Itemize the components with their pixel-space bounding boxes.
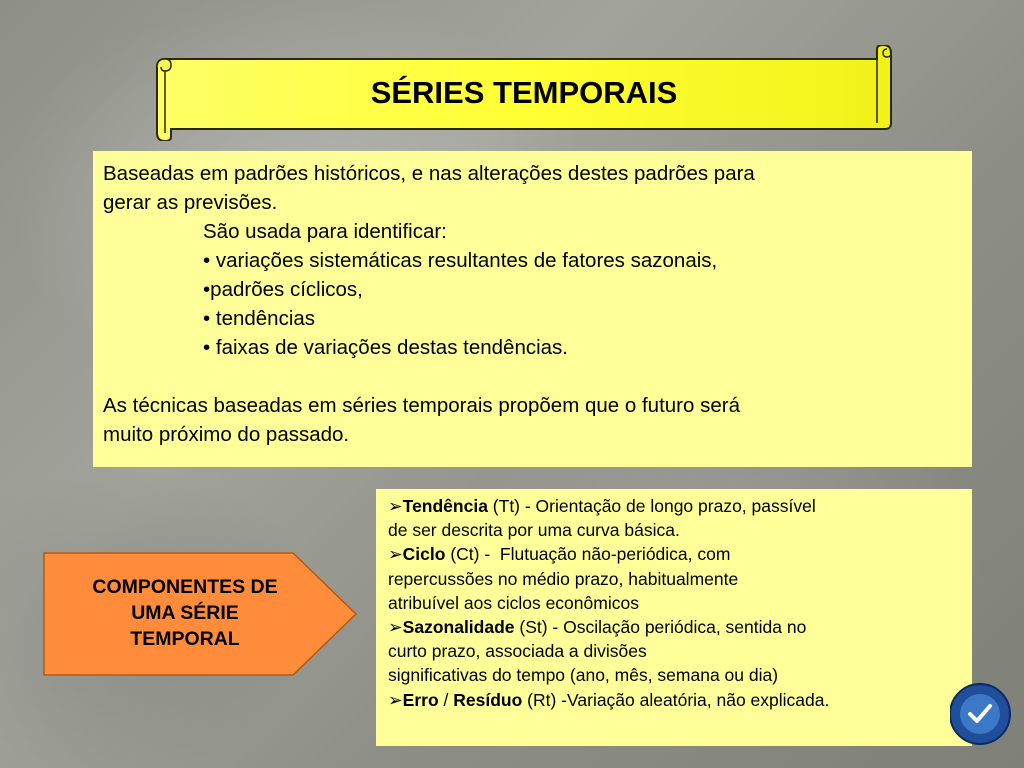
- component-desc: (Ct) - Flutuação não-periódica, com: [445, 544, 731, 565]
- page-title: SÉRIES TEMPORAIS: [370, 75, 678, 110]
- arrow-bullet-icon: ➢: [388, 496, 403, 516]
- description-box: [93, 151, 972, 467]
- component-term: Resíduo: [453, 689, 523, 710]
- component-error: [388, 688, 960, 712]
- component-desc: (St) - Oscilação periódica, sentida no: [514, 617, 807, 638]
- components-arrow: [43, 552, 359, 676]
- components-label-line: COMPONENTES DE: [92, 576, 278, 598]
- component-desc: (Tt) - Orientação de longo prazo, passível: [487, 496, 816, 516]
- list-item: • tendências: [203, 307, 316, 330]
- identify-label: São usada para identificar:: [203, 220, 447, 243]
- component-trend: [388, 494, 960, 518]
- conclusion-line: As técnicas baseadas em séries temporais propõem que o futuro será: [103, 394, 740, 417]
- intro-line: gerar as previsões.: [103, 191, 278, 214]
- component-desc: repercussões no médio prazo, habitualmente: [388, 568, 739, 589]
- component-term: Sazonalidade: [402, 617, 515, 638]
- components-label: [43, 574, 327, 652]
- component-term: Tendência: [402, 496, 488, 516]
- components-label-line: TEMPORAL: [130, 628, 240, 650]
- intro-line: Baseadas em padrões históricos, e nas alterações destes padrões para: [103, 162, 755, 185]
- component-term: Ciclo: [402, 544, 446, 565]
- arrow-bullet-icon: ➢: [388, 617, 403, 638]
- title-banner: [153, 45, 895, 141]
- list-item: •padrões cíclicos,: [203, 278, 363, 301]
- globe-logo-icon: [950, 670, 1024, 760]
- list-item: • variações sistemáticas resultantes de fatores sazonais,: [203, 249, 718, 272]
- conclusion-line: muito próximo do passado.: [103, 423, 350, 446]
- list-item: • faixas de variações destas tendências.: [203, 336, 568, 359]
- component-desc: de ser descrita por uma curva básica.: [388, 520, 680, 541]
- component-desc: curto prazo, associada a divisões: [388, 641, 647, 662]
- component-desc: atribuível aos ciclos econômicos: [388, 592, 639, 613]
- component-desc: (Rt) -Variação aleatória, não explicada.: [522, 689, 830, 710]
- component-term: Erro: [402, 689, 439, 710]
- component-separator: /: [438, 689, 454, 710]
- component-seasonality: [388, 615, 960, 639]
- component-desc: significativas do tempo (ano, mês, semana ou dia): [388, 665, 779, 686]
- components-box: [376, 489, 972, 746]
- components-label-line: UMA SÉRIE: [131, 602, 239, 624]
- arrow-bullet-icon: ➢: [388, 544, 403, 565]
- component-cycle: [388, 542, 960, 566]
- arrow-bullet-icon: ➢: [388, 689, 403, 710]
